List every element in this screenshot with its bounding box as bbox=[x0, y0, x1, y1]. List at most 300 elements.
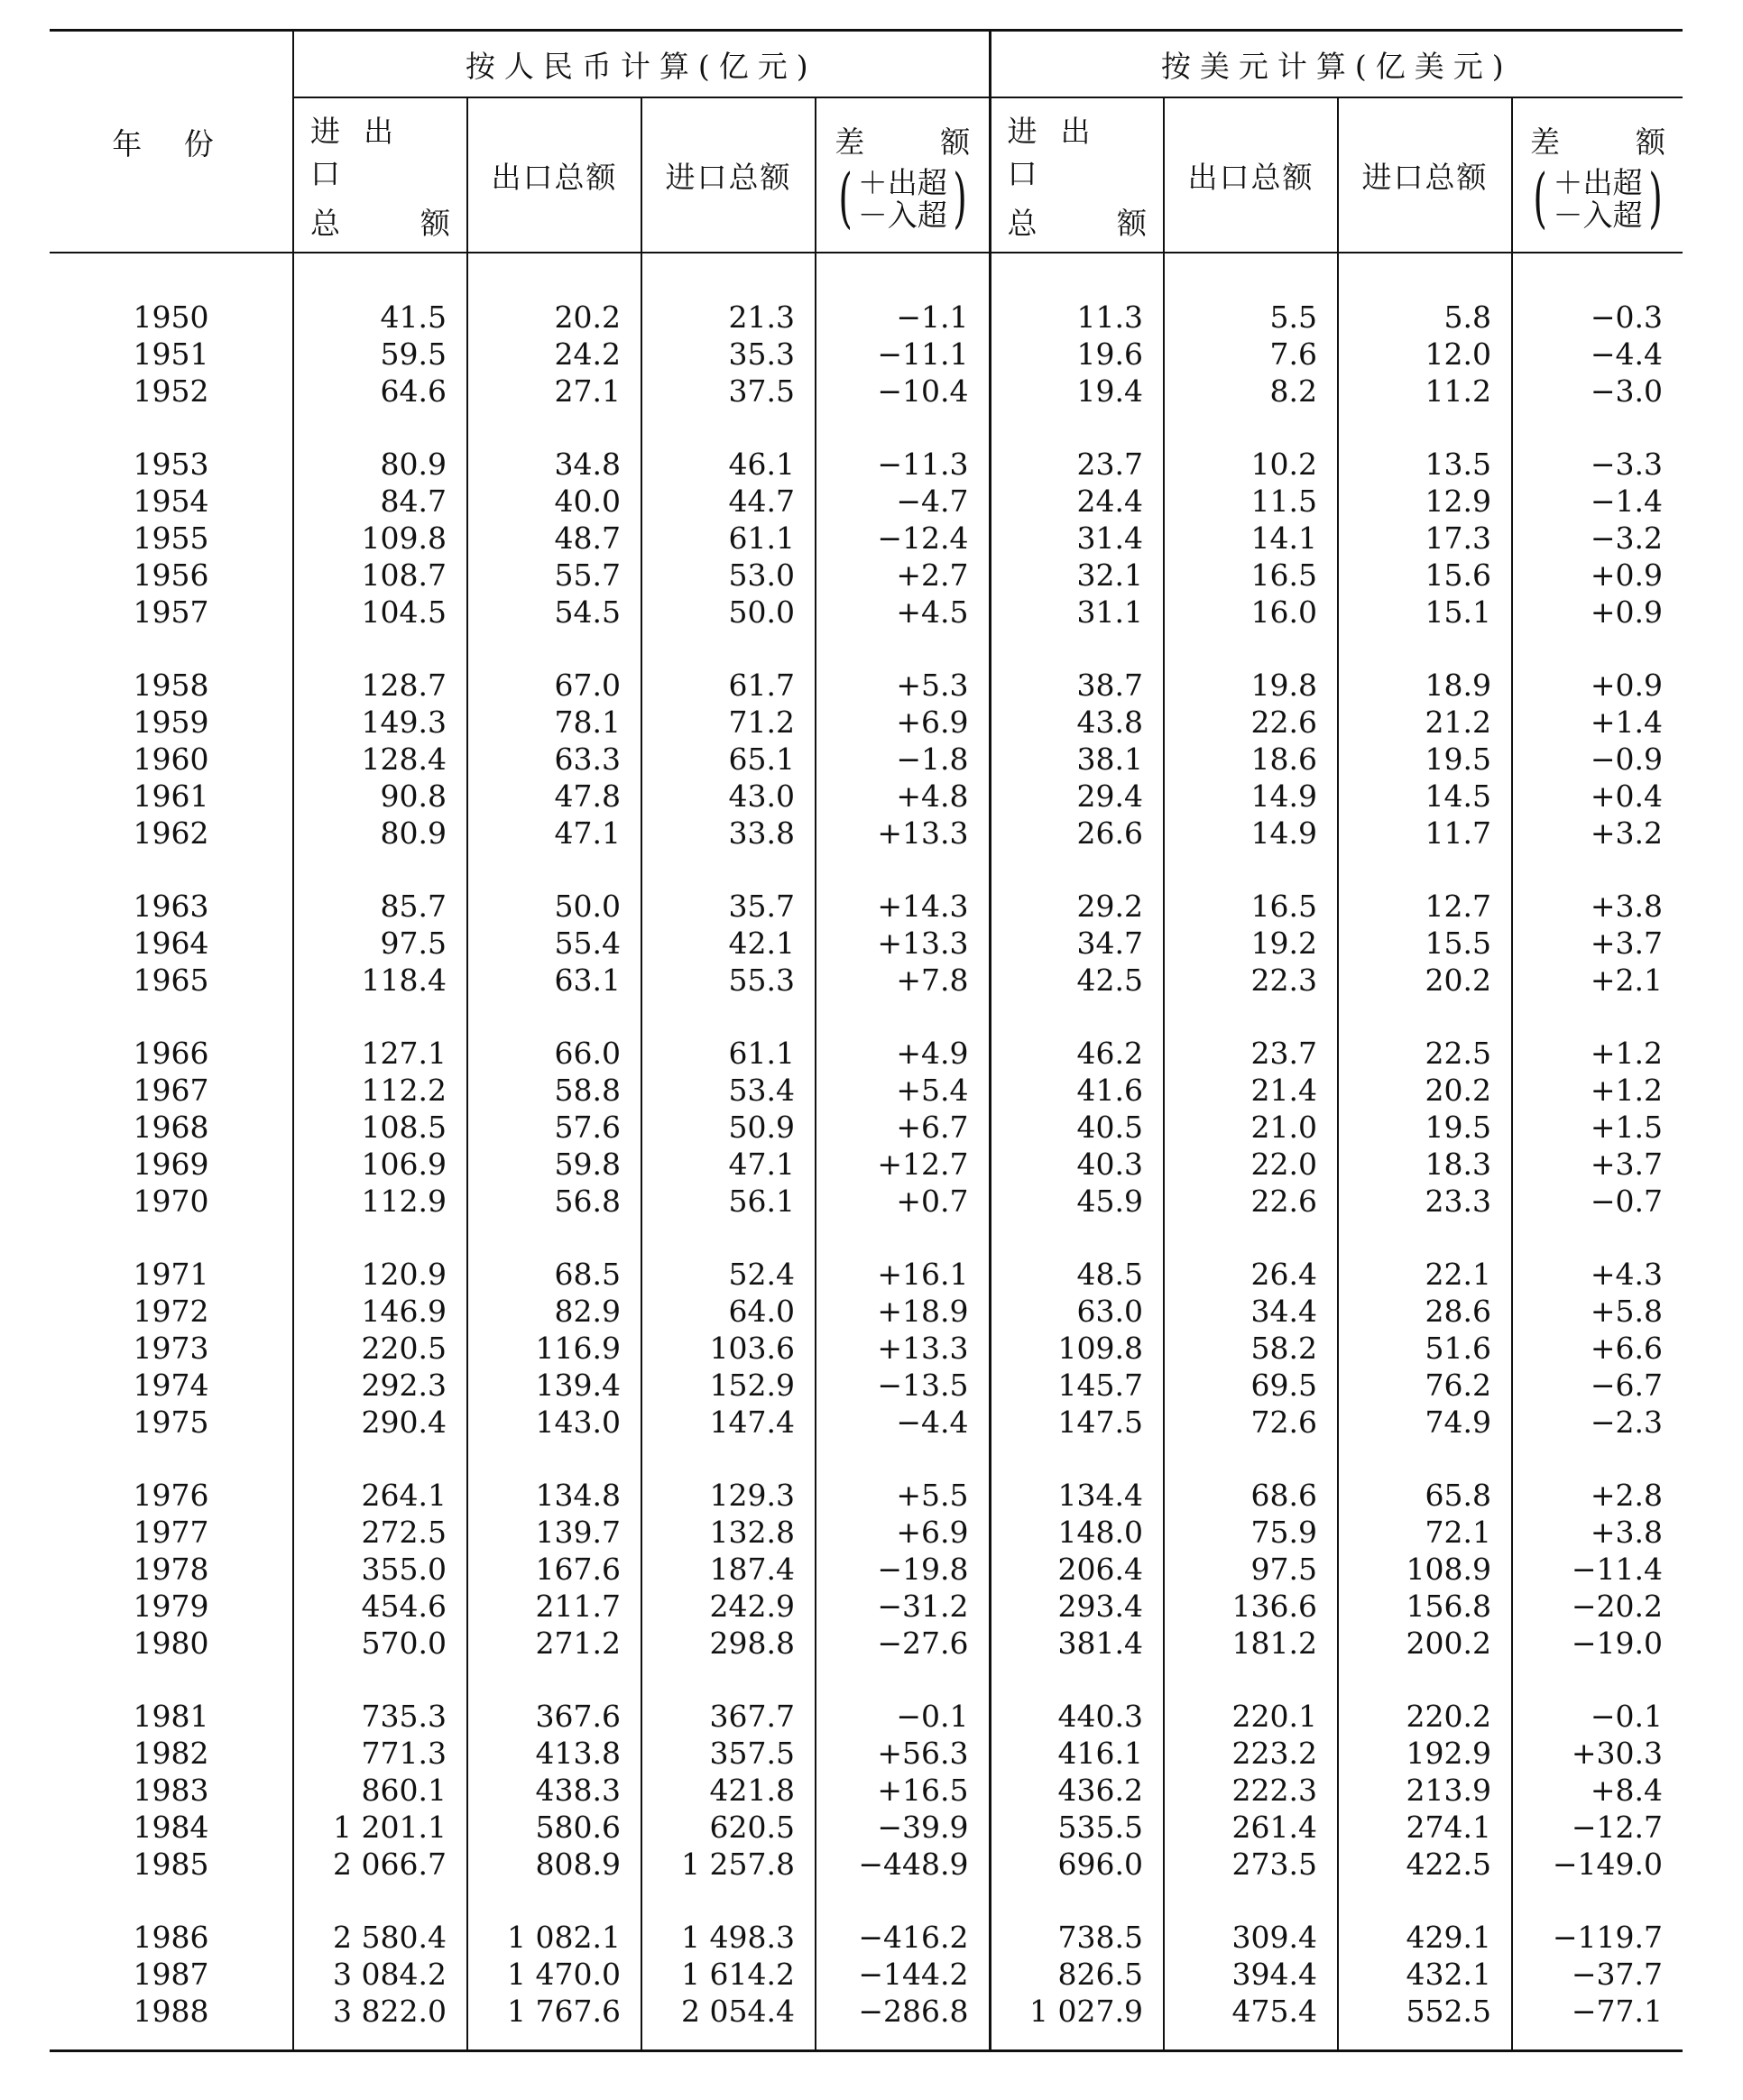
usd-diff-cell: −2.3 bbox=[1512, 1404, 1683, 1441]
table-row bbox=[50, 1809, 1683, 1846]
usd-total-cell: 40.5 bbox=[990, 1109, 1164, 1146]
rmb-diff-cell: +6.9 bbox=[816, 704, 990, 741]
usd-total-cell: 19.4 bbox=[990, 373, 1164, 410]
spacer-cell bbox=[50, 253, 293, 299]
table-row bbox=[50, 1735, 1683, 1772]
rmb-import-cell: 50.0 bbox=[641, 594, 816, 631]
rmb-diff-cell: −31.2 bbox=[816, 1588, 990, 1625]
rmb-total-cell: 272.5 bbox=[293, 1514, 467, 1551]
rmb-total-cell: 1 201.1 bbox=[293, 1809, 467, 1846]
rmb-import-cell: 147.4 bbox=[641, 1404, 816, 1441]
trade-table bbox=[50, 29, 1683, 2052]
rmb-diff-cell: +4.8 bbox=[816, 778, 990, 815]
usd-import-cell: 422.5 bbox=[1338, 1846, 1512, 1883]
spacer-cell bbox=[641, 1441, 816, 1477]
spacer-cell bbox=[467, 2030, 641, 2051]
usd-export-cell: 22.0 bbox=[1164, 1146, 1338, 1183]
group-spacer bbox=[50, 253, 1683, 299]
usd-export-cell: 68.6 bbox=[1164, 1477, 1338, 1514]
total-line1: 进出口 bbox=[1007, 113, 1114, 191]
rmb-import-cell: 47.1 bbox=[641, 1146, 816, 1183]
rmb-export-cell: 167.6 bbox=[467, 1551, 641, 1588]
usd-diff-cell: −37.7 bbox=[1512, 1956, 1683, 1993]
usd-diff-cell: +1.2 bbox=[1512, 1035, 1683, 1072]
year-cell: 1961 bbox=[133, 778, 209, 814]
usd-total-cell: 29.4 bbox=[990, 778, 1164, 815]
usd-diff-cell: −3.3 bbox=[1512, 446, 1683, 483]
year-cell: 1977 bbox=[133, 1515, 209, 1550]
usd-export-cell: 21.0 bbox=[1164, 1109, 1338, 1146]
rmb-group-header: 按人民币计算(亿元) bbox=[293, 31, 990, 98]
usd-export-cell: 11.5 bbox=[1164, 483, 1338, 520]
usd-total-cell: 1 027.9 bbox=[990, 1993, 1164, 2030]
rmb-export-cell: 56.8 bbox=[467, 1183, 641, 1220]
rmb-import-cell: 129.3 bbox=[641, 1477, 816, 1514]
spacer-cell bbox=[293, 1883, 467, 1919]
table-row bbox=[50, 1956, 1683, 1993]
rmb-export-cell: 139.4 bbox=[467, 1367, 641, 1404]
year-cell: 1975 bbox=[133, 1405, 209, 1440]
usd-export-cell: 14.1 bbox=[1164, 520, 1338, 557]
table-row bbox=[50, 299, 1683, 336]
rmb-export-cell: 66.0 bbox=[467, 1035, 641, 1072]
year-cell: 1951 bbox=[133, 336, 209, 372]
spacer-cell bbox=[1338, 1662, 1512, 1698]
rmb-export-cell: 580.6 bbox=[467, 1809, 641, 1846]
usd-import-cell: 23.3 bbox=[1338, 1183, 1512, 1220]
usd-export-cell: 10.2 bbox=[1164, 446, 1338, 483]
spacer-cell bbox=[990, 999, 1164, 1035]
total-line2b: 额 bbox=[1117, 205, 1147, 241]
spacer-cell bbox=[990, 1220, 1164, 1256]
diff-char-b: 额 bbox=[940, 124, 971, 160]
table-row bbox=[50, 446, 1683, 483]
usd-export-cell: 22.6 bbox=[1164, 704, 1338, 741]
rmb-export-cell: 116.9 bbox=[467, 1330, 641, 1367]
usd-import-cell: 15.5 bbox=[1338, 925, 1512, 962]
usd-diff-header bbox=[1512, 97, 1683, 253]
rmb-diff-cell: −286.8 bbox=[816, 1993, 990, 2030]
year-cell: 1979 bbox=[133, 1589, 209, 1624]
rmb-total-cell: 85.7 bbox=[293, 888, 467, 925]
paren-left: ( bbox=[837, 159, 853, 235]
table-row bbox=[50, 925, 1683, 962]
usd-export-cell: 26.4 bbox=[1164, 1256, 1338, 1293]
usd-total-cell: 436.2 bbox=[990, 1772, 1164, 1809]
rmb-diff-header bbox=[816, 97, 990, 253]
rmb-import-cell: 357.5 bbox=[641, 1735, 816, 1772]
spacer-cell bbox=[1338, 999, 1512, 1035]
rmb-export-cell: 48.7 bbox=[467, 520, 641, 557]
table-row bbox=[50, 1109, 1683, 1146]
paren-right: ) bbox=[1647, 159, 1663, 235]
usd-diff-cell: −149.0 bbox=[1512, 1846, 1683, 1883]
rmb-import-cell: 132.8 bbox=[641, 1514, 816, 1551]
year-cell: 1953 bbox=[133, 447, 209, 482]
usd-import-cell: 12.7 bbox=[1338, 888, 1512, 925]
rmb-diff-cell: −1.8 bbox=[816, 741, 990, 778]
usd-total-cell: 34.7 bbox=[990, 925, 1164, 962]
rmb-total-cell: 41.5 bbox=[293, 299, 467, 336]
year-cell: 1962 bbox=[133, 815, 209, 851]
usd-import-cell: 22.5 bbox=[1338, 1035, 1512, 1072]
rmb-total-cell: 59.5 bbox=[293, 336, 467, 373]
table-row bbox=[50, 594, 1683, 631]
usd-import-header: 进口总额 bbox=[1338, 97, 1512, 253]
diff-char-a: 差 bbox=[835, 124, 865, 160]
year-cell: 1955 bbox=[133, 520, 209, 556]
rmb-export-cell: 67.0 bbox=[467, 667, 641, 704]
rmb-export-cell: 50.0 bbox=[467, 888, 641, 925]
spacer-cell bbox=[816, 1220, 990, 1256]
rmb-total-cell: 128.4 bbox=[293, 741, 467, 778]
rmb-total-cell: 108.7 bbox=[293, 557, 467, 594]
usd-total-cell: 440.3 bbox=[990, 1698, 1164, 1735]
usd-export-cell: 72.6 bbox=[1164, 1404, 1338, 1441]
rmb-diff-cell: −19.8 bbox=[816, 1551, 990, 1588]
usd-export-cell: 16.5 bbox=[1164, 888, 1338, 925]
usd-import-cell: 432.1 bbox=[1338, 1956, 1512, 1993]
year-cell: 1954 bbox=[133, 484, 209, 519]
usd-diff-cell: +3.7 bbox=[1512, 1146, 1683, 1183]
rmb-export-cell: 134.8 bbox=[467, 1477, 641, 1514]
usd-export-cell: 75.9 bbox=[1164, 1514, 1338, 1551]
spacer-cell bbox=[467, 999, 641, 1035]
spacer-cell bbox=[467, 631, 641, 667]
usd-total-cell: 109.8 bbox=[990, 1330, 1164, 1367]
table-row bbox=[50, 704, 1683, 741]
rmb-import-cell: 367.7 bbox=[641, 1698, 816, 1735]
rmb-import-cell: 55.3 bbox=[641, 962, 816, 999]
year-cell: 1960 bbox=[133, 741, 209, 777]
rmb-export-cell: 78.1 bbox=[467, 704, 641, 741]
header-group-row bbox=[50, 31, 1683, 98]
usd-import-cell: 20.2 bbox=[1338, 1072, 1512, 1109]
year-cell: 1959 bbox=[133, 705, 209, 740]
usd-total-cell: 29.2 bbox=[990, 888, 1164, 925]
diff-char-b: 额 bbox=[1636, 124, 1665, 160]
usd-export-cell: 19.2 bbox=[1164, 925, 1338, 962]
rmb-export-cell: 63.1 bbox=[467, 962, 641, 999]
usd-diff-cell: +0.9 bbox=[1512, 557, 1683, 594]
rmb-diff-cell: +12.7 bbox=[816, 1146, 990, 1183]
spacer-cell bbox=[816, 2030, 990, 2051]
usd-diff-cell: −0.7 bbox=[1512, 1183, 1683, 1220]
usd-export-cell: 16.0 bbox=[1164, 594, 1338, 631]
year-cell: 1965 bbox=[133, 962, 209, 998]
spacer-cell bbox=[1164, 999, 1338, 1035]
table-row bbox=[50, 1404, 1683, 1441]
usd-total-cell: 147.5 bbox=[990, 1404, 1164, 1441]
total-line1: 进出口 bbox=[310, 113, 417, 191]
rmb-diff-cell: −144.2 bbox=[816, 1956, 990, 1993]
table-row bbox=[50, 741, 1683, 778]
rmb-total-cell: 112.9 bbox=[293, 1183, 467, 1220]
spacer-cell bbox=[990, 253, 1164, 299]
rmb-import-cell: 620.5 bbox=[641, 1809, 816, 1846]
spacer-cell bbox=[1338, 631, 1512, 667]
rmb-diff-cell: +13.3 bbox=[816, 815, 990, 852]
usd-import-cell: 51.6 bbox=[1338, 1330, 1512, 1367]
spacer-cell bbox=[467, 1441, 641, 1477]
spacer-cell bbox=[293, 410, 467, 446]
table-row bbox=[50, 1183, 1683, 1220]
rmb-import-cell: 152.9 bbox=[641, 1367, 816, 1404]
rmb-diff-cell: +6.7 bbox=[816, 1109, 990, 1146]
rmb-diff-cell: −10.4 bbox=[816, 373, 990, 410]
usd-diff-cell: +6.6 bbox=[1512, 1330, 1683, 1367]
rmb-import-cell: 421.8 bbox=[641, 1772, 816, 1809]
year-cell: 1980 bbox=[133, 1626, 209, 1661]
usd-diff-cell: +8.4 bbox=[1512, 1772, 1683, 1809]
rmb-total-cell: 149.3 bbox=[293, 704, 467, 741]
usd-import-cell: 65.8 bbox=[1338, 1477, 1512, 1514]
usd-diff-cell: −0.9 bbox=[1512, 741, 1683, 778]
spacer-cell bbox=[50, 2030, 293, 2051]
usd-total-cell: 826.5 bbox=[990, 1956, 1164, 1993]
spacer-cell bbox=[467, 1220, 641, 1256]
rmb-export-cell: 27.1 bbox=[467, 373, 641, 410]
usd-diff-cell: +3.2 bbox=[1512, 815, 1683, 852]
table-row bbox=[50, 1256, 1683, 1293]
usd-diff-cell: −3.2 bbox=[1512, 520, 1683, 557]
spacer-cell bbox=[816, 631, 990, 667]
rmb-diff-cell: +4.9 bbox=[816, 1035, 990, 1072]
usd-export-cell: 14.9 bbox=[1164, 815, 1338, 852]
rmb-export-cell: 808.9 bbox=[467, 1846, 641, 1883]
table-row bbox=[50, 1330, 1683, 1367]
spacer-cell bbox=[816, 410, 990, 446]
rmb-diff-cell: +56.3 bbox=[816, 1735, 990, 1772]
spacer-cell bbox=[293, 1441, 467, 1477]
rmb-total-cell: 120.9 bbox=[293, 1256, 467, 1293]
spacer-cell bbox=[990, 2030, 1164, 2051]
year-cell: 1983 bbox=[133, 1773, 209, 1808]
usd-diff-cell: +1.5 bbox=[1512, 1109, 1683, 1146]
usd-export-cell: 69.5 bbox=[1164, 1367, 1338, 1404]
year-cell: 1958 bbox=[133, 668, 209, 703]
usd-import-cell: 20.2 bbox=[1338, 962, 1512, 999]
usd-export-cell: 220.1 bbox=[1164, 1698, 1338, 1735]
year-cell: 1957 bbox=[133, 594, 209, 630]
table-row bbox=[50, 667, 1683, 704]
spacer-cell bbox=[50, 631, 293, 667]
usd-import-cell: 21.2 bbox=[1338, 704, 1512, 741]
usd-import-cell: 200.2 bbox=[1338, 1625, 1512, 1662]
usd-total-cell: 416.1 bbox=[990, 1735, 1164, 1772]
usd-export-cell: 5.5 bbox=[1164, 299, 1338, 336]
usd-import-cell: 274.1 bbox=[1338, 1809, 1512, 1846]
rmb-import-cell: 65.1 bbox=[641, 741, 816, 778]
rmb-import-cell: 1 614.2 bbox=[641, 1956, 816, 1993]
usd-total-cell: 293.4 bbox=[990, 1588, 1164, 1625]
rmb-export-cell: 82.9 bbox=[467, 1293, 641, 1330]
group-spacer bbox=[50, 1441, 1683, 1477]
rmb-export-cell: 438.3 bbox=[467, 1772, 641, 1809]
year-cell: 1967 bbox=[133, 1073, 209, 1108]
usd-group-header: 按美元计算(亿美元) bbox=[990, 31, 1683, 98]
rmb-total-cell: 109.8 bbox=[293, 520, 467, 557]
rmb-export-cell: 1 082.1 bbox=[467, 1919, 641, 1956]
usd-import-cell: 11.2 bbox=[1338, 373, 1512, 410]
usd-total-cell: 38.1 bbox=[990, 741, 1164, 778]
rmb-export-cell: 47.1 bbox=[467, 815, 641, 852]
spacer-cell bbox=[1512, 1662, 1683, 1698]
rmb-import-cell: 44.7 bbox=[641, 483, 816, 520]
rmb-import-cell: 242.9 bbox=[641, 1588, 816, 1625]
usd-total-cell: 41.6 bbox=[990, 1072, 1164, 1109]
rmb-diff-cell: +2.7 bbox=[816, 557, 990, 594]
table-row bbox=[50, 336, 1683, 373]
rmb-total-header bbox=[293, 97, 467, 253]
spacer-cell bbox=[1512, 999, 1683, 1035]
rmb-import-cell: 56.1 bbox=[641, 1183, 816, 1220]
spacer-cell bbox=[293, 1220, 467, 1256]
spacer-cell bbox=[990, 1441, 1164, 1477]
table-row bbox=[50, 1588, 1683, 1625]
usd-total-cell: 45.9 bbox=[990, 1183, 1164, 1220]
usd-export-cell: 261.4 bbox=[1164, 1809, 1338, 1846]
rmb-export-cell: 54.5 bbox=[467, 594, 641, 631]
table-row bbox=[50, 557, 1683, 594]
paren-left: ( bbox=[1533, 159, 1548, 235]
usd-import-cell: 19.5 bbox=[1338, 741, 1512, 778]
rmb-total-cell: 118.4 bbox=[293, 962, 467, 999]
group-spacer bbox=[50, 1220, 1683, 1256]
rmb-import-cell: 35.7 bbox=[641, 888, 816, 925]
rmb-diff-cell: −27.6 bbox=[816, 1625, 990, 1662]
rmb-total-cell: 292.3 bbox=[293, 1367, 467, 1404]
usd-import-cell: 28.6 bbox=[1338, 1293, 1512, 1330]
rmb-export-cell: 40.0 bbox=[467, 483, 641, 520]
usd-diff-cell: +1.4 bbox=[1512, 704, 1683, 741]
usd-diff-cell: +1.2 bbox=[1512, 1072, 1683, 1109]
year-column-header: 年 份 bbox=[50, 31, 293, 253]
rmb-export-cell: 271.2 bbox=[467, 1625, 641, 1662]
usd-total-cell: 23.7 bbox=[990, 446, 1164, 483]
spacer-cell bbox=[816, 1662, 990, 1698]
usd-total-cell: 738.5 bbox=[990, 1919, 1164, 1956]
usd-diff-cell: +0.4 bbox=[1512, 778, 1683, 815]
year-cell: 1973 bbox=[133, 1331, 209, 1366]
table-row bbox=[50, 1625, 1683, 1662]
usd-export-cell: 136.6 bbox=[1164, 1588, 1338, 1625]
usd-diff-cell: +2.1 bbox=[1512, 962, 1683, 999]
spacer-cell bbox=[816, 1441, 990, 1477]
diff-char-a: 差 bbox=[1530, 124, 1560, 160]
rmb-total-cell: 264.1 bbox=[293, 1477, 467, 1514]
spacer-cell bbox=[50, 1662, 293, 1698]
table-row bbox=[50, 1551, 1683, 1588]
usd-import-cell: 108.9 bbox=[1338, 1551, 1512, 1588]
spacer-cell bbox=[1338, 1883, 1512, 1919]
rmb-diff-cell: +5.4 bbox=[816, 1072, 990, 1109]
rmb-import-cell: 33.8 bbox=[641, 815, 816, 852]
usd-export-cell: 18.6 bbox=[1164, 741, 1338, 778]
usd-import-cell: 5.8 bbox=[1338, 299, 1512, 336]
table-row bbox=[50, 1035, 1683, 1072]
usd-import-cell: 12.9 bbox=[1338, 483, 1512, 520]
spacer-cell bbox=[816, 1883, 990, 1919]
spacer-cell bbox=[1164, 410, 1338, 446]
usd-diff-cell: +2.8 bbox=[1512, 1477, 1683, 1514]
rmb-export-cell: 57.6 bbox=[467, 1109, 641, 1146]
usd-diff-cell: −12.7 bbox=[1512, 1809, 1683, 1846]
rmb-diff-cell: +4.5 bbox=[816, 594, 990, 631]
rmb-total-cell: 64.6 bbox=[293, 373, 467, 410]
rmb-diff-cell: −13.5 bbox=[816, 1367, 990, 1404]
spacer-cell bbox=[1512, 410, 1683, 446]
usd-import-cell: 13.5 bbox=[1338, 446, 1512, 483]
usd-export-cell: 19.8 bbox=[1164, 667, 1338, 704]
usd-total-cell: 63.0 bbox=[990, 1293, 1164, 1330]
usd-export-cell: 21.4 bbox=[1164, 1072, 1338, 1109]
spacer-cell bbox=[293, 2030, 467, 2051]
table-row bbox=[50, 888, 1683, 925]
rmb-import-cell: 53.0 bbox=[641, 557, 816, 594]
spacer-cell bbox=[467, 410, 641, 446]
spacer-cell bbox=[990, 1662, 1164, 1698]
usd-export-cell: 394.4 bbox=[1164, 1956, 1338, 1993]
rmb-export-header: 出口总额 bbox=[467, 97, 641, 253]
usd-import-cell: 12.0 bbox=[1338, 336, 1512, 373]
usd-total-cell: 48.5 bbox=[990, 1256, 1164, 1293]
rmb-total-cell: 2 580.4 bbox=[293, 1919, 467, 1956]
table-row bbox=[50, 1293, 1683, 1330]
spacer-cell bbox=[1512, 1883, 1683, 1919]
usd-diff-cell: +30.3 bbox=[1512, 1735, 1683, 1772]
spacer-cell bbox=[467, 253, 641, 299]
rmb-total-cell: 146.9 bbox=[293, 1293, 467, 1330]
usd-export-cell: 222.3 bbox=[1164, 1772, 1338, 1809]
rmb-export-cell: 55.4 bbox=[467, 925, 641, 962]
spacer-cell bbox=[1338, 1220, 1512, 1256]
rmb-diff-cell: −448.9 bbox=[816, 1846, 990, 1883]
year-cell: 1976 bbox=[133, 1478, 209, 1513]
rmb-total-cell: 3 084.2 bbox=[293, 1956, 467, 1993]
usd-export-cell: 273.5 bbox=[1164, 1846, 1338, 1883]
year-cell: 1966 bbox=[133, 1036, 209, 1071]
usd-total-cell: 40.3 bbox=[990, 1146, 1164, 1183]
usd-total-cell: 535.5 bbox=[990, 1809, 1164, 1846]
table-row bbox=[50, 483, 1683, 520]
usd-import-cell: 552.5 bbox=[1338, 1993, 1512, 2030]
rmb-diff-cell: −416.2 bbox=[816, 1919, 990, 1956]
rmb-total-cell: 104.5 bbox=[293, 594, 467, 631]
spacer-cell bbox=[641, 2030, 816, 2051]
spacer-cell bbox=[467, 1883, 641, 1919]
rmb-import-cell: 35.3 bbox=[641, 336, 816, 373]
spacer-cell bbox=[1338, 2030, 1512, 2051]
rmb-export-cell: 139.7 bbox=[467, 1514, 641, 1551]
spacer-cell bbox=[641, 852, 816, 888]
rmb-import-cell: 61.1 bbox=[641, 1035, 816, 1072]
spacer-cell bbox=[1164, 253, 1338, 299]
diff-deficit-label: －入超 bbox=[1553, 197, 1643, 233]
rmb-import-cell: 71.2 bbox=[641, 704, 816, 741]
rmb-import-cell: 61.7 bbox=[641, 667, 816, 704]
usd-diff-cell: +3.8 bbox=[1512, 1514, 1683, 1551]
usd-diff-cell: +5.8 bbox=[1512, 1293, 1683, 1330]
group-spacer bbox=[50, 999, 1683, 1035]
rmb-export-cell: 59.8 bbox=[467, 1146, 641, 1183]
rmb-export-cell: 1 767.6 bbox=[467, 1993, 641, 2030]
spacer-cell bbox=[990, 631, 1164, 667]
spacer-cell bbox=[641, 253, 816, 299]
spacer-cell bbox=[990, 1883, 1164, 1919]
usd-export-cell: 309.4 bbox=[1164, 1919, 1338, 1956]
usd-export-cell: 23.7 bbox=[1164, 1035, 1338, 1072]
